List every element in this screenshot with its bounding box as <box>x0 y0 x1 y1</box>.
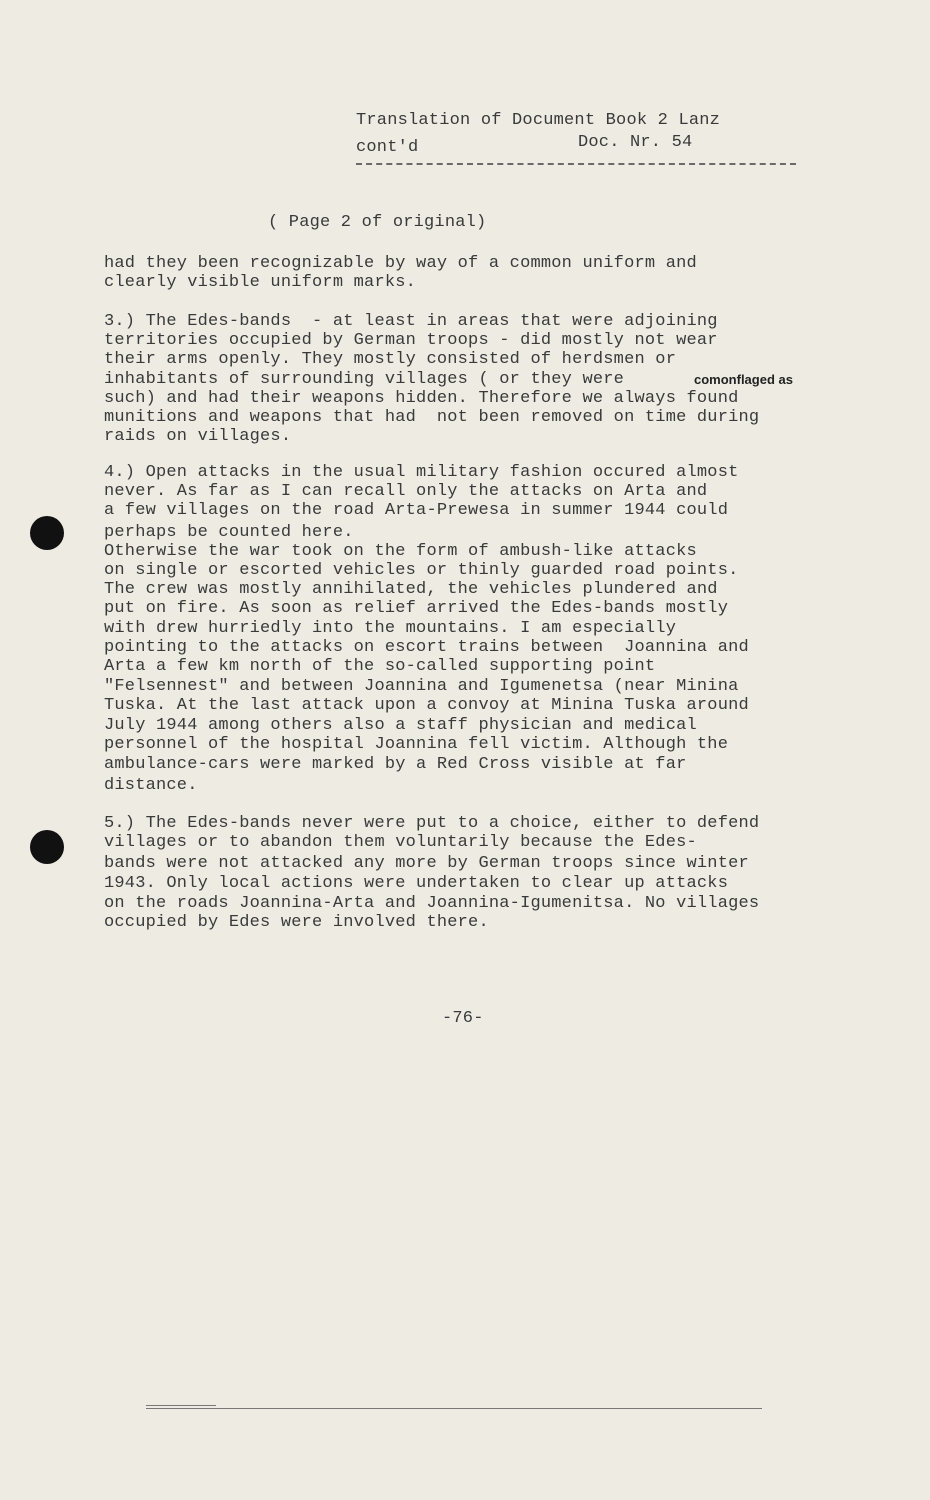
para5-line: on the roads Joannina-Arta and Joannina-Igumenitsa. No villages <box>104 894 760 913</box>
para4-line: ambulance-cars were marked by a Red Cross visible at far <box>104 755 687 774</box>
page-number: -76- <box>442 1009 484 1028</box>
intro-line: clearly visible uniform marks. <box>104 273 417 292</box>
para4-line: July 1944 among others also a staff physician and medical <box>104 716 697 735</box>
para3-line: territories occupied by German troops - did mostly not wear <box>104 331 718 350</box>
header-separator <box>356 163 796 165</box>
footer-rule-short <box>146 1405 216 1406</box>
para4-line: never. As far as I can recall only the attacks on Arta and <box>104 482 708 501</box>
para5-line: bands were not attacked any more by German troops since winter <box>104 854 749 873</box>
para4-line: put on fire. As soon as relief arrived the Edes-bands mostly <box>104 599 729 618</box>
para4-line: Tuska. At the last attack upon a convoy at Minina Tuska around <box>104 696 749 715</box>
para3-line: raids on villages. <box>104 427 292 446</box>
header-doc-number: Doc. Nr. 54 <box>578 133 693 152</box>
para4-line: Otherwise the war took on the form of ambush-like attacks <box>104 542 697 561</box>
para4-line: "Felsennest" and between Joannina and Igumenetsa (near Minina <box>104 677 739 696</box>
header-title: Translation of Document Book 2 Lanz <box>356 111 721 130</box>
para4-line: pointing to the attacks on escort trains between Joannina and <box>104 638 749 657</box>
para4-line: Arta a few km north of the so-called supporting point <box>104 657 656 676</box>
para5-line: occupied by Edes were involved there. <box>104 913 489 932</box>
para4-line: perhaps be counted here. <box>104 523 354 542</box>
para4-line: distance. <box>104 776 198 795</box>
para4-line: on single or escorted vehicles or thinly guarded road points. <box>104 561 739 580</box>
para3-line: such) and had their weapons hidden. Therefore we always found <box>104 389 739 408</box>
para3-inserted-word: comonflaged as <box>694 372 793 387</box>
para5-line: 1943. Only local actions were undertaken to clear up attacks <box>104 874 729 893</box>
para3-line: inhabitants of surrounding villages ( or they were <box>104 370 625 389</box>
para3-line: munitions and weapons that had not been removed on time during <box>104 408 760 427</box>
punch-hole-bottom <box>30 830 64 864</box>
para4-line: with drew hurriedly into the mountains. I am especially <box>104 619 677 638</box>
intro-line: had they been recognizable by way of a common uniform and <box>104 254 697 273</box>
para4-line: The crew was mostly annihilated, the vehicles plundered and <box>104 580 718 599</box>
para4-line: 4.) Open attacks in the usual military fashion occured almost <box>104 463 739 482</box>
para5-line: 5.) The Edes-bands never were put to a choice, either to defend <box>104 814 760 833</box>
page-marker: ( Page 2 of original) <box>268 213 487 232</box>
punch-hole-top <box>30 516 64 550</box>
para4-line: a few villages on the road Arta-Prewesa in summer 1944 could <box>104 501 729 520</box>
header-contd: cont'd <box>356 138 419 157</box>
para5-line: villages or to abandon them voluntarily because the Edes- <box>104 833 697 852</box>
para4-line: personnel of the hospital Joannina fell victim. Although the <box>104 735 729 754</box>
para3-line: their arms openly. They mostly consisted of herdsmen or <box>104 350 677 369</box>
footer-rule <box>146 1408 762 1409</box>
para3-line: 3.) The Edes-bands - at least in areas that were adjoining <box>104 312 718 331</box>
